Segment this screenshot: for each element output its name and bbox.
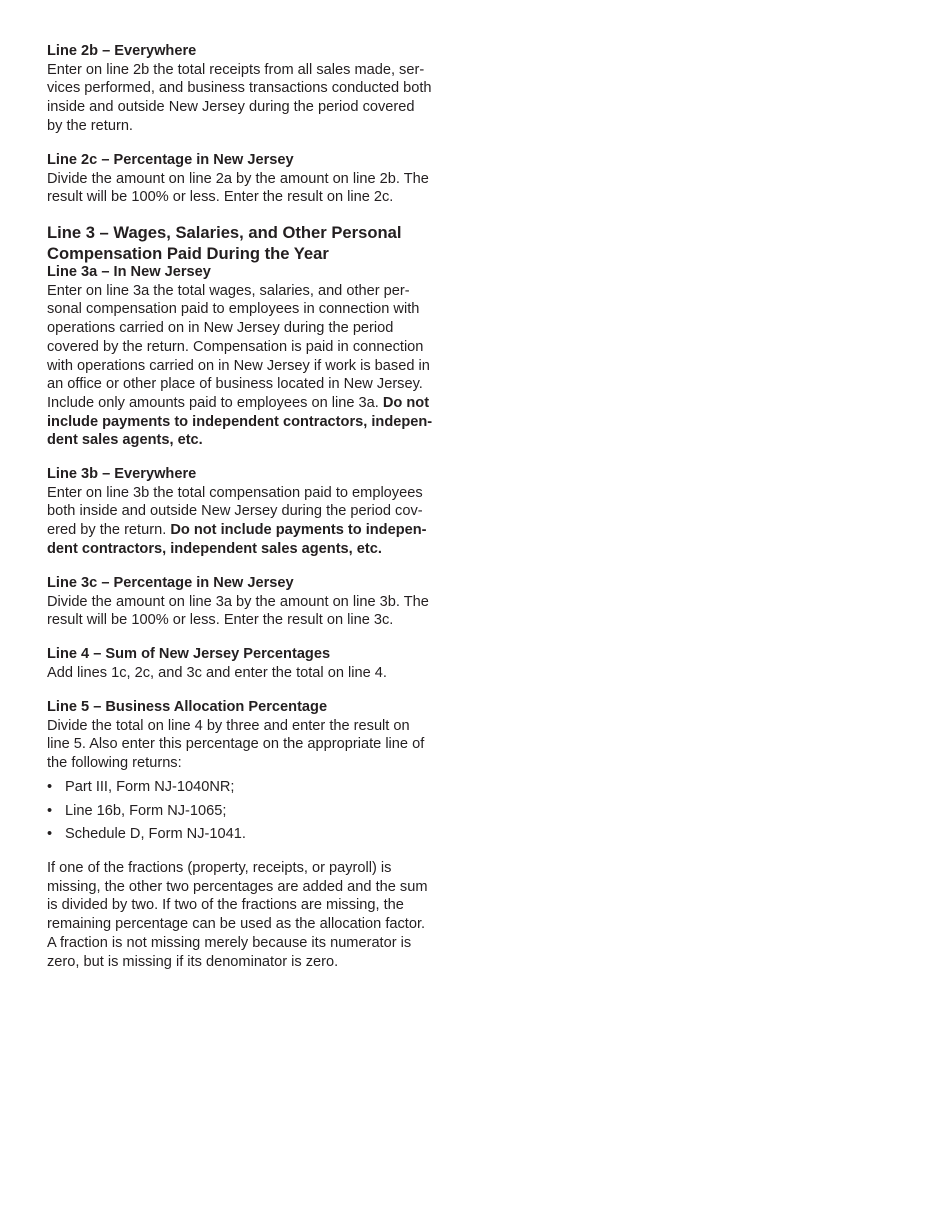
bold-text: Do not include payments to indepen- bbox=[170, 522, 427, 539]
heading-line-3: Compensation Paid During the Year bbox=[47, 244, 329, 263]
section-line-3c bbox=[47, 574, 467, 630]
text: ered by the return. bbox=[47, 522, 171, 539]
bold-text: dent contractors, independent sales agents, etc. bbox=[47, 540, 382, 557]
section-line-2c bbox=[47, 151, 467, 207]
text-line: Enter on line 3a the total wages, salaries, and other per- bbox=[47, 282, 410, 299]
section-line-5 bbox=[47, 698, 467, 773]
section-line-3 bbox=[47, 222, 467, 264]
bullet-icon: • bbox=[47, 779, 53, 795]
bullet-icon: • bbox=[47, 803, 53, 819]
heading-line-3b: Line 3b – Everywhere bbox=[47, 466, 197, 482]
section-line-3a bbox=[47, 263, 467, 450]
text-line: A fraction is not missing merely because its numerator is bbox=[47, 934, 412, 951]
text-line: line 5. Also enter this percentage on the appropriate line of bbox=[47, 736, 425, 753]
heading-line-3a: Line 3a – In New Jersey bbox=[47, 264, 211, 280]
text-line: inside and outside New Jersey during the period covered bbox=[47, 99, 415, 116]
text-line: covered by the return. Compensation is paid in connection bbox=[47, 338, 424, 355]
text-line: operations carried on in New Jersey during the period bbox=[47, 320, 394, 337]
text-line: Divide the amount on line 3a by the amount on line 3b. The bbox=[47, 593, 429, 610]
list-item bbox=[47, 778, 235, 797]
bold-text: include payments to independent contractors, indepen- bbox=[47, 413, 433, 430]
heading-line-2b: Line 2b – Everywhere bbox=[47, 43, 197, 59]
list-item-text: Line 16b, Form NJ-1065; bbox=[65, 803, 227, 819]
text-line bbox=[47, 394, 467, 413]
text-line: zero, but is missing if its denominator is zero. bbox=[47, 953, 339, 970]
text-line: with operations carried on in New Jersey if work is based in bbox=[47, 357, 430, 374]
text: Include only amounts paid to employees on line 3a. bbox=[47, 394, 383, 411]
section-line-2b bbox=[47, 42, 467, 136]
heading-line-4: Line 4 – Sum of New Jersey Percentages bbox=[47, 646, 331, 662]
text-line: by the return. bbox=[47, 117, 133, 134]
text-line: both inside and outside New Jersey during the period cov- bbox=[47, 503, 423, 520]
text-line: Add lines 1c, 2c, and 3c and enter the total on line 4. bbox=[47, 664, 387, 681]
text-line: sonal compensation paid to employees in connection with bbox=[47, 301, 420, 318]
list-item-text: Schedule D, Form NJ-1041. bbox=[65, 826, 246, 842]
bold-text: Do not bbox=[382, 394, 430, 411]
heading-line-2c: Line 2c – Percentage in New Jersey bbox=[47, 152, 294, 168]
heading-line-5: Line 5 – Business Allocation Percentage bbox=[47, 699, 328, 715]
heading-line-3: Line 3 – Wages, Salaries, and Other Personal bbox=[47, 223, 402, 242]
section-line-3b bbox=[47, 465, 467, 559]
paragraph-missing-fractions bbox=[47, 859, 467, 971]
text-line: the following returns: bbox=[47, 755, 182, 772]
text-line: remaining percentage can be used as the allocation factor. bbox=[47, 916, 426, 933]
text-line: Divide the amount on line 2a by the amount on line 2b. The bbox=[47, 170, 429, 187]
text-line: is divided by two. If two of the fractions are missing, the bbox=[47, 897, 404, 914]
text-line: missing, the other two percentages are added and the sum bbox=[47, 878, 428, 895]
bold-text: dent sales agents, etc. bbox=[47, 432, 203, 449]
text-line: Enter on line 2b the total receipts from all sales made, ser- bbox=[47, 61, 425, 78]
list-item-text: Part III, Form NJ-1040NR; bbox=[65, 779, 235, 795]
text-line bbox=[47, 521, 467, 540]
section-line-4 bbox=[47, 645, 467, 682]
text-line: If one of the fractions (property, receipts, or payroll) is bbox=[47, 860, 392, 876]
list-item bbox=[47, 802, 226, 821]
text-line: vices performed, and business transactions conducted both bbox=[47, 80, 432, 97]
text-line: Divide the total on line 4 by three and enter the result on bbox=[47, 717, 410, 734]
text-line: Enter on line 3b the total compensation paid to employees bbox=[47, 484, 423, 501]
bullet-icon: • bbox=[47, 826, 53, 842]
text-line: an office or other place of business located in New Jersey. bbox=[47, 376, 423, 393]
text-line: result will be 100% or less. Enter the result on line 2c. bbox=[47, 189, 394, 206]
list-item bbox=[47, 825, 246, 844]
text-line: result will be 100% or less. Enter the result on line 3c. bbox=[47, 612, 394, 629]
heading-line-3c: Line 3c – Percentage in New Jersey bbox=[47, 575, 294, 591]
